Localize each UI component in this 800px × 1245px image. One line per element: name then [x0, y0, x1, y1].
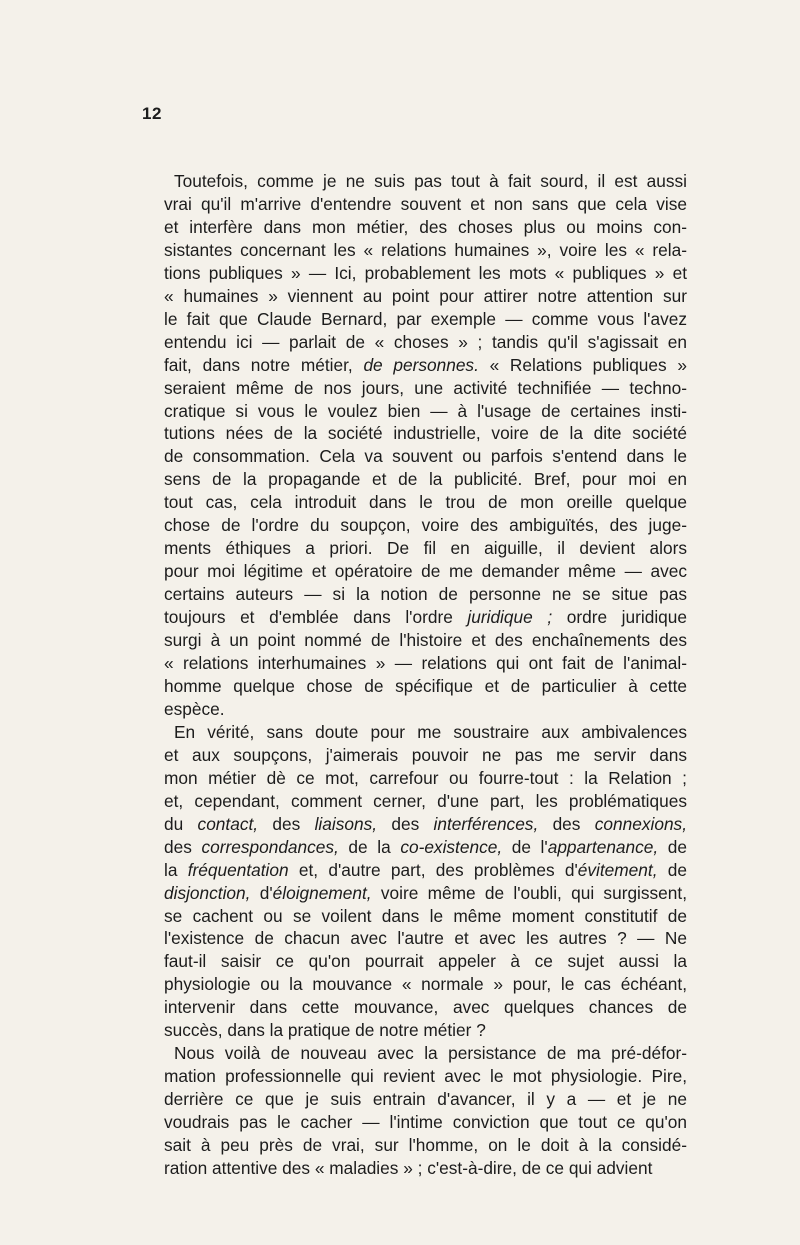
text-run: Nous voilà de nouveau avec la persistance de ma pré-défor- [174, 1043, 687, 1064]
body-text [164, 170, 687, 1180]
text-line [164, 583, 687, 606]
italic-run: évitement, [577, 859, 658, 880]
text-run: « Relations publiques » [478, 354, 687, 375]
text-line [164, 216, 687, 239]
italic-run: connexions, [594, 813, 687, 834]
text-line [164, 1157, 687, 1180]
text-run: mon métier dè ce mot, carrefour ou fourre-tout : la Relation ; [164, 767, 687, 788]
text-run: des [258, 813, 315, 834]
text-run: sens de la propagande et de la publicité. Bref, pour moi en [164, 469, 687, 490]
text-line [164, 1019, 687, 1042]
text-run: et, cependant, comment cerner, d'une part, les problématiques [164, 790, 687, 811]
text-run: des [164, 836, 202, 857]
text-line [164, 859, 687, 882]
paragraph [164, 170, 687, 721]
text-line [164, 1088, 687, 1111]
text-line [164, 193, 687, 216]
text-line [164, 744, 687, 767]
text-line [164, 468, 687, 491]
text-run: certains auteurs — si la notion de personne ne se situe pas [164, 584, 687, 605]
text-run: fait, dans notre métier, [164, 354, 364, 375]
text-run: ordre juridique [552, 607, 687, 628]
text-line [164, 308, 687, 331]
text-line [164, 996, 687, 1019]
text-line [164, 698, 687, 721]
text-run: et, d'autre part, des problèmes d' [288, 859, 578, 880]
text-line [164, 422, 687, 445]
text-line [164, 170, 687, 193]
text-line [164, 491, 687, 514]
italic-run: appartenance, [547, 836, 659, 857]
text-run: et interfère dans mon métier, des choses plus ou moins con- [164, 216, 687, 237]
text-run: chose de l'ordre du soupçon, voire des ambiguïtés, des juge- [164, 515, 687, 536]
text-line [164, 514, 687, 537]
text-line [164, 950, 687, 973]
text-line [164, 882, 687, 905]
text-run: de [658, 836, 688, 857]
text-run: de l' [502, 836, 548, 857]
text-line [164, 1042, 687, 1065]
text-line [164, 445, 687, 468]
text-run: succès, dans la pratique de notre métier ? [164, 1020, 486, 1041]
text-run: du [164, 813, 198, 834]
text-run: tutions nées de la société industrielle, voire de la dite société [164, 423, 687, 444]
text-run: surgi à un point nommé de l'histoire et des enchaînements des [164, 630, 687, 651]
text-run: Toutefois, comme je ne suis pas tout à fait sourd, il est aussi [174, 171, 687, 191]
text-line [164, 905, 687, 928]
text-line [164, 813, 687, 836]
text-run: tout cas, cela introduit dans le trou de mon oreille quelque [164, 492, 687, 513]
text-run: de consommation. Cela va souvent ou parfois s'entend dans le [164, 446, 687, 467]
italic-run: contact, [197, 813, 259, 834]
text-run: pour moi légitime et opératoire de me demander même — avec [164, 561, 687, 582]
text-line [164, 239, 687, 262]
text-run: et aux soupçons, j'aimerais pouvoir ne pas me servir dans [164, 744, 687, 765]
text-line [164, 629, 687, 652]
text-run: mation professionnelle qui revient avec le mot physiologie. Pire, [164, 1066, 687, 1087]
text-run: espèce. [164, 698, 225, 719]
text-run: toujours et d'emblée dans l'ordre [164, 607, 468, 628]
text-run: « humaines » viennent au point pour attirer notre attention sur [164, 285, 687, 306]
italic-run: fréquentation [187, 859, 289, 880]
italic-run: correspondances, [201, 836, 339, 857]
text-run: se cachent ou se voilent dans le même moment constitutif de [164, 905, 687, 926]
text-line [164, 652, 687, 675]
text-run: cratique si vous le voulez bien — à l'usage de certaines insti- [164, 400, 687, 421]
text-line [164, 285, 687, 308]
text-run: En vérité, sans doute pour me soustraire aux ambivalences [174, 721, 687, 742]
text-run: seraient même de nos jours, une activité technifiée — techno- [164, 377, 687, 398]
text-run: ration attentive des « maladies » ; c'est-à-dire, de ce qui advient [164, 1157, 653, 1178]
italic-run: disjonction, [164, 882, 251, 903]
text-run: l'existence de chacun avec l'autre et avec les autres ? — Ne [164, 928, 687, 949]
paragraph [164, 721, 687, 1042]
text-run: de la [338, 836, 401, 857]
text-line [164, 331, 687, 354]
text-line [164, 377, 687, 400]
text-run: physiologie ou la mouvance « normale » pour, le cas échéant, [164, 974, 687, 995]
text-run: de [657, 859, 687, 880]
text-run: des [377, 813, 434, 834]
italic-run: juridique ; [467, 607, 553, 628]
text-line [164, 400, 687, 423]
text-line [164, 1134, 687, 1157]
italic-run: de personnes. [363, 354, 479, 375]
text-run: derrière ce que je suis entrain d'avancer, il y a — et je ne [164, 1089, 687, 1110]
text-line [164, 262, 687, 285]
text-run: le fait que Claude Bernard, par exemple — comme vous l'avez [164, 308, 687, 329]
text-run: sistantes concernant les « relations humaines », voire les « rela- [164, 239, 687, 260]
text-line [164, 1065, 687, 1088]
text-line [164, 354, 687, 377]
text-run: des [538, 813, 595, 834]
text-line [164, 790, 687, 813]
italic-run: liaisons, [314, 813, 378, 834]
page-number: 12 [142, 104, 162, 123]
italic-run: co-existence, [400, 836, 503, 857]
text-line [164, 675, 687, 698]
text-line [164, 721, 687, 744]
text-run: homme quelque chose de spécifique et de particulier à cette [164, 675, 687, 696]
italic-run: interférences, [433, 813, 539, 834]
text-run: intervenir dans cette mouvance, avec quelques chances de [164, 997, 687, 1018]
italic-run: éloignement, [272, 882, 372, 903]
text-line [164, 1111, 687, 1134]
text-run: voire même de l'oubli, qui surgissent, [371, 882, 687, 903]
text-line [164, 537, 687, 560]
text-line [164, 606, 687, 629]
text-run: « relations interhumaines » — relations qui ont fait de l'animal- [164, 653, 687, 674]
text-line [164, 767, 687, 790]
text-line [164, 560, 687, 583]
text-run: sait à peu près de vrai, sur l'homme, on le doit à la considé- [164, 1135, 687, 1156]
paragraph [164, 1042, 687, 1180]
text-run: la [164, 859, 188, 880]
text-line [164, 973, 687, 996]
text-run: vrai qu'il m'arrive d'entendre souvent et non sans que cela vise [164, 193, 687, 214]
text-run: voudrais pas le cacher — l'intime conviction que tout ce qu'on [164, 1112, 687, 1133]
text-line [164, 927, 687, 950]
text-run: entendu ici — parlait de « choses » ; tandis qu'il s'agissait en [164, 331, 687, 352]
text-run: d' [250, 882, 273, 903]
text-line [164, 836, 687, 859]
text-run: tions publiques » — Ici, probablement les mots « publiques » et [164, 262, 687, 283]
text-run: ments éthiques a priori. De fil en aiguille, il devient alors [164, 538, 687, 559]
text-run: faut-il saisir ce qu'on pourrait appeler à ce sujet aussi la [164, 951, 687, 972]
